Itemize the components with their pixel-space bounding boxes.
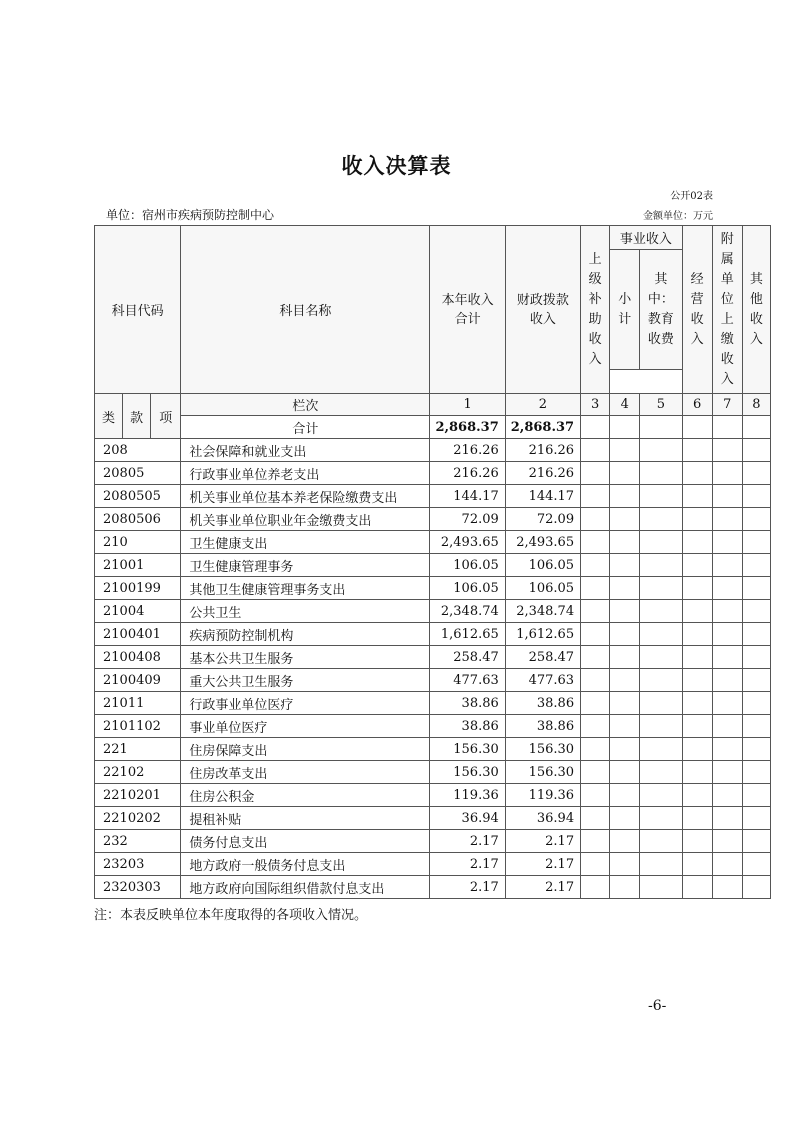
empty-cell xyxy=(712,508,742,531)
row-total: 38.86 xyxy=(430,692,505,715)
row-code: 221 xyxy=(95,738,181,761)
empty-cell xyxy=(640,462,682,485)
row-name: 机关事业单位基本养老保险缴费支出 xyxy=(181,485,430,508)
row-total: 72.09 xyxy=(430,508,505,531)
empty-cell xyxy=(742,554,770,577)
col-no-3: 3 xyxy=(581,394,610,416)
row-fiscal: 2.17 xyxy=(505,853,580,876)
row-code: 2101102 xyxy=(95,715,181,738)
table-row xyxy=(95,646,771,669)
empty-cell xyxy=(712,462,742,485)
empty-cell xyxy=(712,715,742,738)
row-code: 2100408 xyxy=(95,646,181,669)
col-no-8: 8 xyxy=(742,394,770,416)
row-code: 21001 xyxy=(95,554,181,577)
empty-cell xyxy=(640,439,682,462)
empty-cell xyxy=(742,853,770,876)
empty-cell xyxy=(581,876,610,899)
empty-cell xyxy=(610,485,640,508)
row-total: 156.30 xyxy=(430,738,505,761)
empty-cell xyxy=(712,853,742,876)
row-fiscal: 2.17 xyxy=(505,830,580,853)
empty-cell xyxy=(640,646,682,669)
empty-cell xyxy=(712,692,742,715)
row-fiscal: 106.05 xyxy=(505,554,580,577)
table-row xyxy=(95,876,771,899)
empty-cell xyxy=(742,485,770,508)
row-name: 卫生健康管理事务 xyxy=(181,554,430,577)
total-amount: 2,868.37 xyxy=(430,416,505,439)
row-name: 地方政府一般债务付息支出 xyxy=(181,853,430,876)
empty-cell xyxy=(640,715,682,738)
empty-cell xyxy=(682,623,712,646)
empty-cell xyxy=(610,600,640,623)
row-code: 232 xyxy=(95,830,181,853)
total-row xyxy=(95,416,771,439)
row-total: 38.86 xyxy=(430,715,505,738)
empty-cell xyxy=(640,738,682,761)
empty-cell xyxy=(682,876,712,899)
row-total: 2,348.74 xyxy=(430,600,505,623)
row-fiscal: 2,493.65 xyxy=(505,531,580,554)
row-fiscal: 156.30 xyxy=(505,738,580,761)
header-column-seq: 栏次 xyxy=(181,394,430,416)
empty-cell xyxy=(640,554,682,577)
row-code: 21011 xyxy=(95,692,181,715)
row-total: 477.63 xyxy=(430,669,505,692)
row-name: 住房公积金 xyxy=(181,784,430,807)
table-row xyxy=(95,577,771,600)
empty-cell xyxy=(682,600,712,623)
empty-cell xyxy=(742,784,770,807)
empty-cell xyxy=(610,623,640,646)
table-row xyxy=(95,807,771,830)
empty-cell xyxy=(712,761,742,784)
row-code: 23203 xyxy=(95,853,181,876)
form-number: 公开02表 xyxy=(670,191,713,202)
table-row xyxy=(95,462,771,485)
empty-cell xyxy=(742,738,770,761)
row-total: 216.26 xyxy=(430,462,505,485)
row-name: 公共卫生 xyxy=(181,600,430,623)
empty-cell xyxy=(610,577,640,600)
table-row xyxy=(95,761,771,784)
empty-cell xyxy=(581,646,610,669)
empty-cell xyxy=(640,600,682,623)
empty-cell xyxy=(581,692,610,715)
footnote: 注：本表反映单位本年度取得的各项收入情况。 xyxy=(94,908,368,923)
empty-cell xyxy=(640,485,682,508)
empty-cell xyxy=(581,531,610,554)
row-code: 208 xyxy=(95,439,181,462)
empty-cell xyxy=(581,600,610,623)
table-row xyxy=(95,508,771,531)
row-code: 22102 xyxy=(95,761,181,784)
table-row xyxy=(95,485,771,508)
empty-cell xyxy=(742,646,770,669)
row-total: 2.17 xyxy=(430,830,505,853)
row-fiscal: 119.36 xyxy=(505,784,580,807)
empty-cell xyxy=(742,577,770,600)
row-total: 258.47 xyxy=(430,646,505,669)
empty-cell xyxy=(581,761,610,784)
row-name: 事业单位医疗 xyxy=(181,715,430,738)
row-fiscal: 38.86 xyxy=(505,715,580,738)
empty-cell xyxy=(610,876,640,899)
row-fiscal: 38.86 xyxy=(505,692,580,715)
row-total: 144.17 xyxy=(430,485,505,508)
empty-cell xyxy=(640,669,682,692)
row-code: 2210202 xyxy=(95,807,181,830)
header-name: 科目名称 xyxy=(181,226,430,394)
empty-cell xyxy=(742,715,770,738)
empty-cell xyxy=(610,531,640,554)
empty-cell xyxy=(712,577,742,600)
row-name: 疾病预防控制机构 xyxy=(181,623,430,646)
empty-cell xyxy=(712,646,742,669)
header-other: 其他收入 xyxy=(742,226,770,394)
row-total: 106.05 xyxy=(430,577,505,600)
row-name: 行政事业单位养老支出 xyxy=(181,462,430,485)
row-fiscal: 216.26 xyxy=(505,462,580,485)
row-code: 2210201 xyxy=(95,784,181,807)
header-lei: 类 xyxy=(95,394,123,439)
empty-cell xyxy=(712,600,742,623)
empty-cell xyxy=(610,807,640,830)
empty-cell xyxy=(682,646,712,669)
empty-cell xyxy=(581,669,610,692)
empty-cell xyxy=(712,669,742,692)
empty-cell xyxy=(742,600,770,623)
table-row xyxy=(95,853,771,876)
row-name: 其他卫生健康管理事务支出 xyxy=(181,577,430,600)
empty-cell xyxy=(712,830,742,853)
empty-cell xyxy=(581,462,610,485)
empty-cell xyxy=(610,554,640,577)
empty-cell xyxy=(640,577,682,600)
row-name: 行政事业单位医疗 xyxy=(181,692,430,715)
empty-cell xyxy=(682,807,712,830)
row-code: 20805 xyxy=(95,462,181,485)
table-row xyxy=(95,830,771,853)
empty-cell xyxy=(610,853,640,876)
table-row xyxy=(95,554,771,577)
total-fiscal: 2,868.37 xyxy=(505,416,580,439)
empty-cell xyxy=(682,669,712,692)
unit-label: 单位：宿州市疾病预防控制中心 xyxy=(106,208,275,222)
empty-cell xyxy=(610,669,640,692)
empty-cell xyxy=(742,439,770,462)
empty-cell xyxy=(742,531,770,554)
empty-cell xyxy=(712,784,742,807)
empty-cell xyxy=(682,531,712,554)
empty-cell xyxy=(581,715,610,738)
empty-cell xyxy=(610,692,640,715)
empty-cell xyxy=(682,853,712,876)
empty-cell xyxy=(742,508,770,531)
empty-cell xyxy=(682,715,712,738)
header-superior: 上级补助收入 xyxy=(581,226,610,394)
empty-cell xyxy=(581,807,610,830)
row-code: 21004 xyxy=(95,600,181,623)
row-fiscal: 72.09 xyxy=(505,508,580,531)
empty-cell xyxy=(742,623,770,646)
header-operating: 经营收入 xyxy=(682,226,712,394)
row-total: 2,493.65 xyxy=(430,531,505,554)
row-total: 2.17 xyxy=(430,853,505,876)
empty-cell xyxy=(742,692,770,715)
header-code: 科目代码 xyxy=(95,226,181,394)
col-no-5: 5 xyxy=(640,394,682,416)
empty-cell xyxy=(742,830,770,853)
row-fiscal: 2,348.74 xyxy=(505,600,580,623)
page-number: -6- xyxy=(648,998,667,1014)
row-name: 地方政府向国际组织借款付息支出 xyxy=(181,876,430,899)
empty-cell xyxy=(610,715,640,738)
row-total: 1,612.65 xyxy=(430,623,505,646)
row-total: 216.26 xyxy=(430,439,505,462)
empty-cell xyxy=(682,439,712,462)
row-total: 119.36 xyxy=(430,784,505,807)
empty-cell xyxy=(581,830,610,853)
empty-cell xyxy=(640,784,682,807)
empty-cell xyxy=(712,876,742,899)
empty-cell xyxy=(581,485,610,508)
empty-cell xyxy=(581,554,610,577)
row-fiscal: 258.47 xyxy=(505,646,580,669)
empty-cell xyxy=(742,669,770,692)
row-code: 210 xyxy=(95,531,181,554)
row-code: 2080505 xyxy=(95,485,181,508)
row-code: 2320303 xyxy=(95,876,181,899)
empty-cell xyxy=(640,623,682,646)
empty-cell xyxy=(640,830,682,853)
empty-cell xyxy=(682,508,712,531)
empty-cell xyxy=(640,876,682,899)
empty-cell xyxy=(712,807,742,830)
empty-cell xyxy=(682,692,712,715)
empty-cell xyxy=(712,531,742,554)
col-no-6: 6 xyxy=(682,394,712,416)
header-education-fee: 其中：教育收费 xyxy=(640,250,682,370)
table-row xyxy=(95,531,771,554)
row-fiscal: 156.30 xyxy=(505,761,580,784)
empty-cell xyxy=(581,439,610,462)
empty-cell xyxy=(581,508,610,531)
empty-cell xyxy=(682,462,712,485)
header-kuan: 款 xyxy=(123,394,151,439)
page-title: 收入决算表 xyxy=(341,154,452,178)
empty-cell xyxy=(712,554,742,577)
empty-cell xyxy=(742,462,770,485)
row-total: 106.05 xyxy=(430,554,505,577)
header-total: 本年收入合计 xyxy=(430,226,505,394)
empty-cell xyxy=(610,508,640,531)
row-name: 债务付息支出 xyxy=(181,830,430,853)
table-row xyxy=(95,623,771,646)
table-row xyxy=(95,692,771,715)
empty-cell xyxy=(682,577,712,600)
row-total: 2.17 xyxy=(430,876,505,899)
table-row xyxy=(95,439,771,462)
row-name: 住房改革支出 xyxy=(181,761,430,784)
empty-cell xyxy=(581,623,610,646)
empty-cell xyxy=(610,439,640,462)
table-row xyxy=(95,715,771,738)
empty-cell xyxy=(640,692,682,715)
table-row xyxy=(95,600,771,623)
empty-cell xyxy=(581,577,610,600)
header-fiscal: 财政拨款收入 xyxy=(505,226,580,394)
empty-cell xyxy=(610,646,640,669)
empty-cell xyxy=(742,807,770,830)
row-fiscal: 2.17 xyxy=(505,876,580,899)
row-name: 住房保障支出 xyxy=(181,738,430,761)
empty-cell xyxy=(581,738,610,761)
col-no-2: 2 xyxy=(505,394,580,416)
empty-cell xyxy=(712,623,742,646)
table-row xyxy=(95,738,771,761)
row-code: 2080506 xyxy=(95,508,181,531)
col-no-7: 7 xyxy=(712,394,742,416)
empty-cell xyxy=(682,554,712,577)
row-code: 2100199 xyxy=(95,577,181,600)
empty-cell xyxy=(640,761,682,784)
row-name: 基本公共卫生服务 xyxy=(181,646,430,669)
income-table xyxy=(94,225,771,899)
empty-cell xyxy=(640,508,682,531)
empty-cell xyxy=(640,807,682,830)
empty-cell xyxy=(610,830,640,853)
empty-cell xyxy=(581,853,610,876)
header-xiang: 项 xyxy=(151,394,181,439)
row-fiscal: 1,612.65 xyxy=(505,623,580,646)
empty-cell xyxy=(682,761,712,784)
empty-cell xyxy=(682,485,712,508)
header-subtotal: 小计 xyxy=(610,250,640,370)
row-name: 社会保障和就业支出 xyxy=(181,439,430,462)
row-name: 卫生健康支出 xyxy=(181,531,430,554)
empty-cell xyxy=(682,830,712,853)
empty-cell xyxy=(610,784,640,807)
row-fiscal: 106.05 xyxy=(505,577,580,600)
empty-cell xyxy=(742,761,770,784)
row-name: 提租补贴 xyxy=(181,807,430,830)
empty-cell xyxy=(712,738,742,761)
row-name: 重大公共卫生服务 xyxy=(181,669,430,692)
empty-cell xyxy=(610,738,640,761)
empty-cell xyxy=(712,485,742,508)
col-no-4: 4 xyxy=(610,394,640,416)
row-fiscal: 216.26 xyxy=(505,439,580,462)
empty-cell xyxy=(581,784,610,807)
empty-cell xyxy=(682,784,712,807)
table-row xyxy=(95,784,771,807)
empty-cell xyxy=(640,853,682,876)
row-name: 机关事业单位职业年金缴费支出 xyxy=(181,508,430,531)
total-label: 合计 xyxy=(181,416,430,439)
col-no-1: 1 xyxy=(430,394,505,416)
row-code: 2100409 xyxy=(95,669,181,692)
empty-cell xyxy=(712,439,742,462)
row-total: 156.30 xyxy=(430,761,505,784)
empty-cell xyxy=(682,738,712,761)
row-code: 2100401 xyxy=(95,623,181,646)
row-fiscal: 36.94 xyxy=(505,807,580,830)
table-row xyxy=(95,669,771,692)
empty-cell xyxy=(610,761,640,784)
row-fiscal: 477.63 xyxy=(505,669,580,692)
row-total: 36.94 xyxy=(430,807,505,830)
header-public-service: 事业收入 xyxy=(610,226,682,250)
empty-cell xyxy=(742,876,770,899)
header-affiliated: 附属单位上缴收入 xyxy=(712,226,742,394)
amount-unit-label: 金额单位：万元 xyxy=(643,211,713,222)
empty-cell xyxy=(640,531,682,554)
row-fiscal: 144.17 xyxy=(505,485,580,508)
empty-cell xyxy=(610,462,640,485)
